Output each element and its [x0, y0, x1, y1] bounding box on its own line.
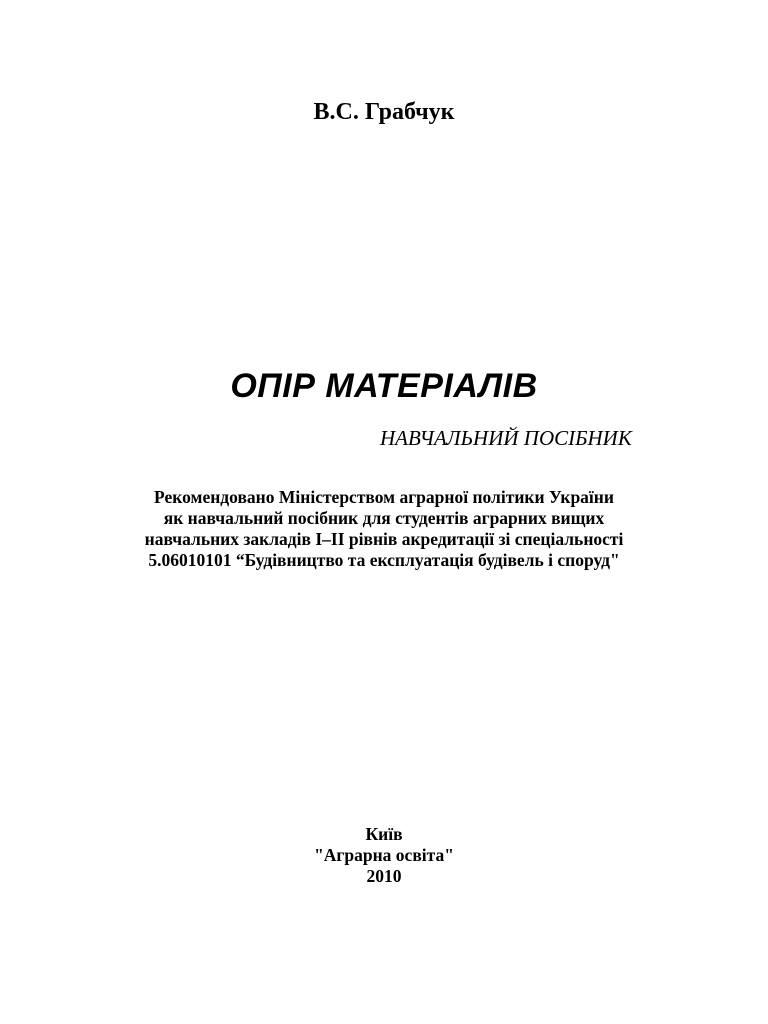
imprint-publisher: "Аграрна освіта": [314, 845, 454, 865]
book-subtitle: НАВЧАЛЬНИЙ ПОСІБНИК: [380, 426, 632, 450]
imprint-city: Київ: [365, 824, 403, 844]
recommendation-line: як навчальний посібник для студентів аграрних вищих: [163, 508, 605, 528]
recommendation-line: 5.06010101 “Будівництво та експлуатація будівель і споруд": [148, 550, 620, 570]
recommendation-line: навчальних закладів І–ІІ рівнів акредитації зі спеціальності: [144, 529, 624, 549]
recommendation-line: Рекомендовано Міністерством аграрної політики України: [154, 487, 614, 507]
imprint-year: 2010: [366, 866, 402, 886]
author-name: В.С. Грабчук: [313, 99, 455, 125]
book-title: ОПІР МАТЕРІАЛІВ: [230, 367, 538, 405]
imprint-block: [0, 824, 768, 887]
recommendation-block: [0, 487, 768, 571]
